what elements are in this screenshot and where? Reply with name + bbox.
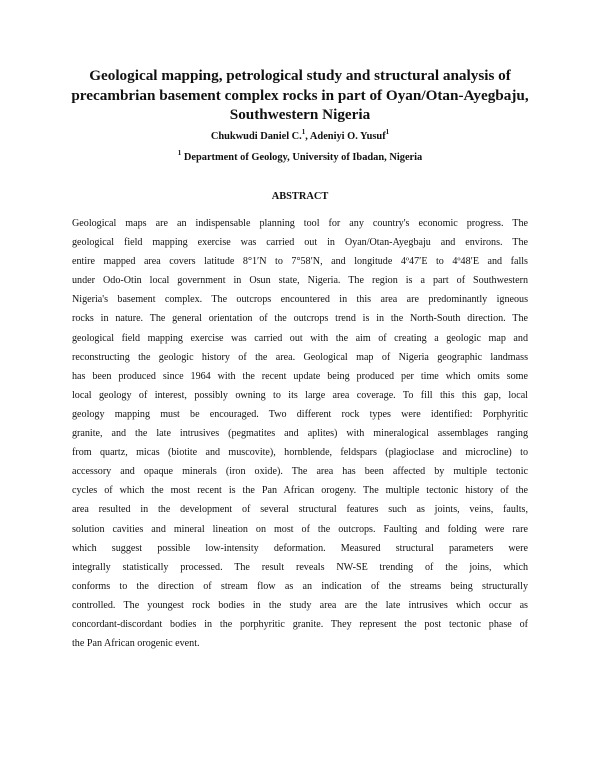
abstract-line: from quartz, micas (biotite and muscovite), hornblende, feldspars (plagioclase and microcline) to — [72, 447, 528, 459]
abstract-line: rocks in nature. The general orientation of the outcrops trend is in the North-South direction. The — [72, 313, 528, 325]
affiliation-mark: 1 — [177, 148, 182, 157]
abstract-line: entire mapped area covers latitude 8°1′N to 7°58′N, and longitude 4º47′E to 4º48′E and falls — [72, 256, 528, 268]
abstract-line: reconstructing the geologic history of the area. Geological map of Nigeria geographic landmass — [72, 351, 528, 363]
abstract-line: has been produced since 1964 with the recent update being produced per time which omits some — [72, 370, 528, 382]
abstract-line: conforms to the direction of stream flow as an indication of the streams being structurally — [72, 580, 528, 592]
abstract-line: Nigeria's basement complex. The outcrops encountered in this area are predominantly igneous — [72, 294, 528, 306]
abstract-line: geological field mapping exercise was carried out with the aim of creating a geologic map and — [72, 332, 528, 344]
abstract-line: geology mapping must be encouraged. Two different rock types were identified: Porphyritic — [72, 408, 528, 420]
abstract-line: granite, and the late intrusives (pegmatites and aplites) with mineralogical assemblages ranging — [72, 428, 528, 440]
abstract-line: concordant-discordant bodies in the porphyritic granite. They represent the post tectonic phase of — [72, 618, 528, 630]
abstract-line: cycles of which the most recent is the Pan African orogeny. The multiple tectonic history of the — [72, 485, 528, 497]
abstract-line: controlled. The youngest rock bodies in the study area are the late intrusives which occur as — [72, 599, 528, 611]
abstract-line: solution cavities and mineral lineation on most of the outcrops. Faulting and folding were rare — [72, 523, 528, 535]
abstract-line: the Pan African orogenic event. — [72, 638, 200, 650]
abstract-line: Geological maps are an indispensable planning tool for any country's economic progress. The — [72, 218, 528, 229]
affiliation-text: Department of Geology, University of Ibadan, Nigeria — [183, 152, 423, 163]
abstract-body — [72, 214, 528, 653]
abstract-line: under Odo-Otin local government in Osun state, Nigeria. The region is a part of Southwestern — [72, 275, 528, 287]
author-line — [60, 127, 540, 144]
abstract-line: geological field mapping exercise was carried out in Oyan/Otan-Ayegbaju and environs. The — [72, 237, 528, 249]
author-separator: , — [305, 131, 310, 142]
abstract-line: integrally statistically processed. The result reveals NW-SE trending of the joins, which — [72, 561, 528, 573]
affiliation-mark: 1 — [301, 127, 306, 136]
abstract-line: area resulted in the development of several structural features such as joints, veins, faults, — [72, 504, 528, 516]
author-name: Chukwudi Daniel C. — [210, 131, 302, 142]
abstract-line: local geology of interest, possibly owning to its large area coverage. To fill this this gap, local — [72, 389, 528, 401]
paper-title: Geological mapping, petrological study and structural analysis of precambrian basement complex rocks in part of Oyan/Otan-Ayegbaju, Southwestern Nigeria — [71, 67, 529, 123]
abstract-line: which suggest possible low-intensity deformation. Measured structural parameters were — [72, 542, 528, 554]
abstract-line: accessory and opaque minerals (iron oxide). The area has been affected by multiple tectonic — [72, 466, 528, 478]
affiliation-line — [60, 148, 540, 165]
abstract-heading: ABSTRACT — [271, 191, 329, 202]
author-name: Adeniyi O. Yusuf — [309, 131, 386, 142]
affiliation-mark: 1 — [385, 127, 390, 136]
